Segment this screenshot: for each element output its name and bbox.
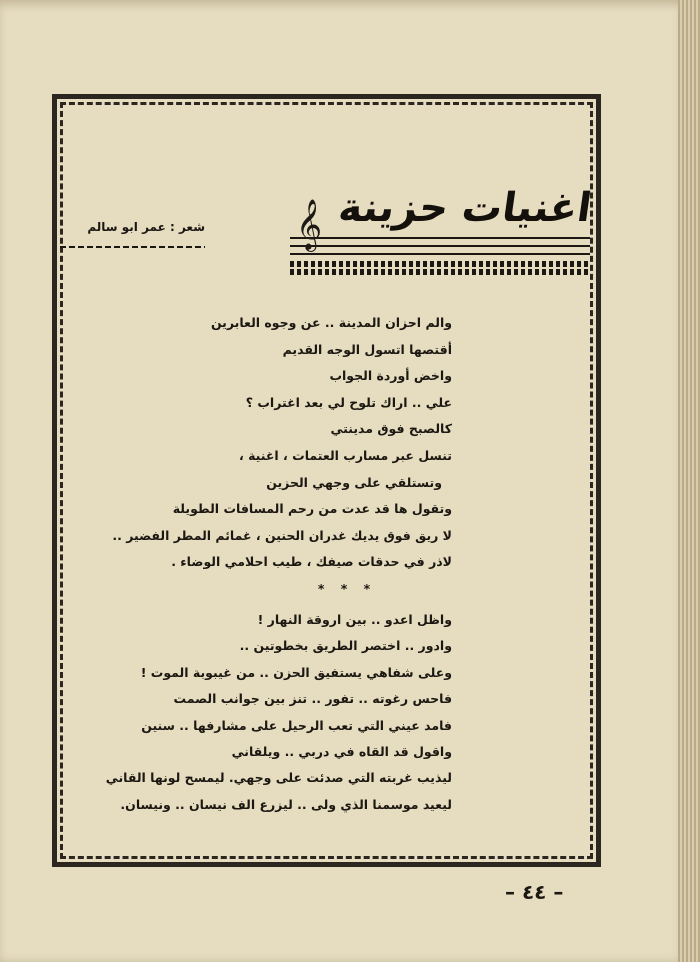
poem-line: واقول قد القاه في دربي .. ويلقاني: [231, 743, 452, 759]
title-block: [290, 185, 595, 280]
poem-line: واخض أوردة الجواب: [329, 368, 452, 384]
poem-line: أقتصها اتسول الوجه القديم: [282, 341, 452, 357]
byline-underline: [60, 246, 205, 248]
poem-line: لا ريق فوق يديك غدران الحنين ، غمائم المطر الفضير ..: [112, 527, 452, 543]
wavy-line: [290, 261, 590, 267]
poem-stanza-1: [32, 310, 452, 603]
poem-line: وتقول ها قد عدت من رحم المسافات الطويلة: [172, 501, 452, 517]
poem-line: لاذر في حدقات صيفك ، طيب احلامي الوضاء .: [171, 554, 452, 570]
poem-line: وادور .. اختصر الطريق بخطوتين ..: [239, 638, 452, 654]
poet-byline: شعر : عمر ابو سالم: [87, 220, 205, 234]
poem-stanza-2: [32, 607, 452, 818]
wavy-line: [290, 269, 590, 275]
poem-line: والم احزان المدينة .. عن وجوه العابرين: [210, 315, 452, 330]
poem-line: فاحس رغوته .. تفور .. تنز بين جوانب الصمت: [173, 691, 452, 707]
poem-line: وتستلقي على وجهي الحزين: [266, 474, 442, 490]
poem-line: علي .. اراك تلوح لي بعد اغتراب ؟: [245, 394, 452, 410]
poem-line: وعلى شفاهي يستفيق الحزن .. من غيبوبة الموت !: [140, 664, 452, 680]
staff-line: [290, 253, 590, 255]
poem-title: اغنيات حزينة: [335, 185, 595, 231]
page-number: – ٤٤ –: [505, 880, 564, 904]
poem-line: واظل اعدو .. بين اروقة النهار !: [257, 612, 452, 627]
poem-line: كالصبح فوق مدينتي: [330, 421, 452, 437]
staff-line: [290, 245, 590, 247]
stanza-separator: * * *: [317, 580, 377, 596]
treble-clef-icon: 𝄞: [296, 199, 323, 250]
poem-line: تنسل عبر مسارب العتمات ، اغنية ،: [239, 447, 452, 463]
page-edges: [678, 0, 700, 962]
staff-line: [290, 237, 590, 239]
poem-line: ليعيد موسمنا الذي ولى .. ليزرع الف نيسان .. ونيسان.: [120, 796, 452, 812]
poem-line: فامد عيني التي تعب الرحيل على مشارفها .. سنين: [141, 717, 452, 733]
poem-line: ليذيب غربته التي صدئت على وجهي. ليمسح لونها القاني: [105, 770, 452, 786]
